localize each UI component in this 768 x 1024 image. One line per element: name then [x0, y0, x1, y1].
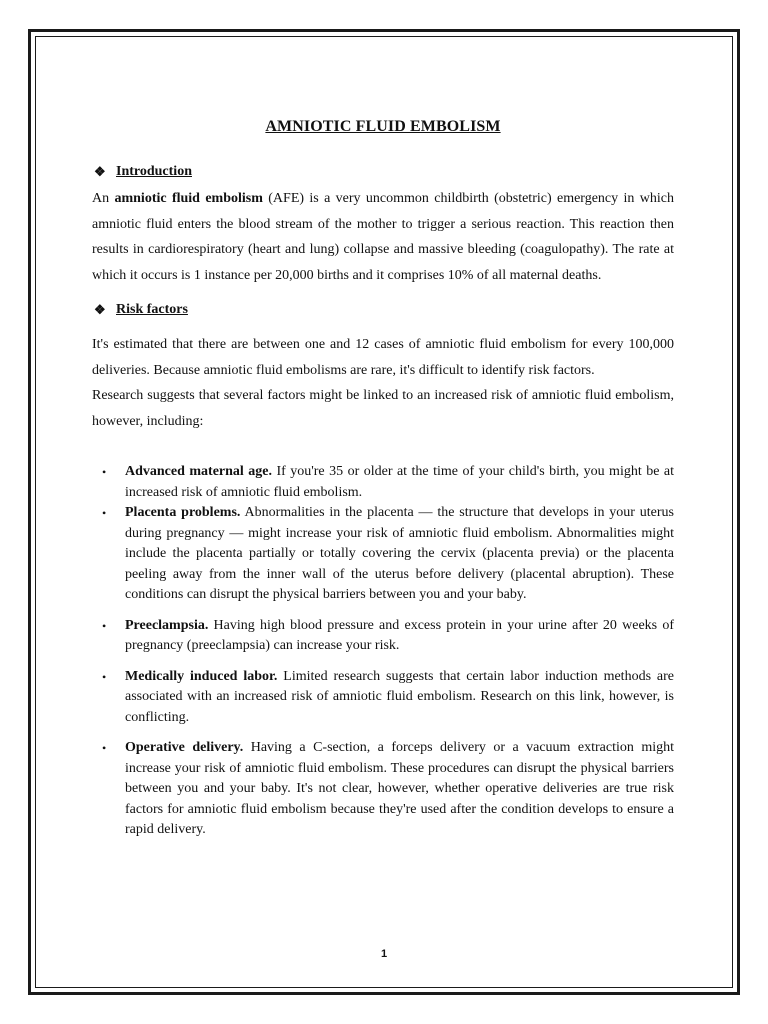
list-item-text: Abnormalities in the placenta — the structure that develops in your uterus during pregnancy — might increase your risk of amniotic fluid embolism. Abnormalities might include the placenta partially or totally covering the cervix (placenta previa) or the placenta peeling away from the inner wall of the uterus before delivery (placental abruption). These conditions can disrupt the physical barriers between you and your baby. — [125, 505, 674, 602]
page-number: 1 — [380, 948, 388, 960]
section-heading-risk-factors — [92, 302, 674, 318]
diamond-bullet-icon: ❖ — [94, 164, 106, 179]
risk-paragraph-2: Research suggests that several factors might be linked to an increased risk of amniotic fluid embolism, however, including: — [92, 388, 674, 429]
document-title: AMNIOTIC FLUID EMBOLISM — [265, 118, 501, 135]
section-heading-label: Introduction — [116, 164, 192, 179]
list-item-bold: Operative delivery. — [125, 740, 244, 755]
list-item-bold: Medically induced labor. — [125, 668, 278, 684]
list-item — [92, 616, 674, 657]
list-item-bold: Placenta problems. — [125, 505, 241, 520]
introduction-paragraph — [92, 186, 674, 288]
intro-text: (AFE) is a very uncommon childbirth (obstetric) emergency in which amniotic fluid enters the blood stream of the mother to trigger a serious reaction. This reaction then results in cardiorespiratory (heart and lung) collapse and massive bleeding (coagulopathy). The rate at which it occurs is 1 instance per 20,000 births and it comprises 10% of all maternal deaths. — [92, 191, 674, 283]
bullet-icon: • — [102, 465, 107, 479]
list-item-text: Having high blood pressure and excess protein in your urine after 20 weeks of pregnancy (preeclampsia) can increase your risk. — [125, 617, 674, 653]
risk-factor-list — [92, 462, 674, 841]
list-item — [92, 462, 674, 503]
list-item — [92, 503, 674, 606]
list-item-bold: Preeclampsia. — [125, 617, 209, 633]
list-item-text: Limited research suggests that certain labor induction methods are associated with an increased risk of amniotic fluid embolism. Research on this link, however, is conflicting. — [125, 668, 674, 725]
intro-bold-term: amniotic fluid embolism — [114, 191, 263, 206]
intro-prefix: An — [92, 191, 115, 206]
bullet-icon: • — [102, 741, 107, 755]
diamond-bullet-icon: ❖ — [94, 302, 106, 317]
list-item-text: Having a C-section, a forceps delivery or a vacuum extraction might increase your risk of amniotic fluid embolism. These procedures can disrupt the physical barriers between you and your baby. It's not clear, however, whether operative deliveries are true risk factors for amniotic fluid embolism because they're used after the condition develops to ensure a rapid delivery. — [125, 740, 674, 837]
document-page — [92, 118, 674, 841]
bullet-icon: • — [102, 506, 107, 520]
list-item-text: If you're 35 or older at the time of your child's birth, you might be at increased risk of amniotic fluid embolism. — [125, 464, 674, 500]
section-heading-introduction — [92, 164, 674, 180]
bullet-icon: • — [102, 669, 107, 684]
list-item — [92, 667, 674, 729]
list-item — [92, 738, 674, 841]
section-heading-label: Risk factors — [116, 302, 188, 317]
bullet-icon: • — [102, 618, 107, 633]
risk-paragraph-1: It's estimated that there are between one and 12 cases of amniotic fluid embolism for every 100,000 deliveries. Because amniotic fluid embolisms are rare, it's difficult to identify risk factors. — [92, 337, 674, 378]
list-item-bold: Advanced maternal age. — [125, 464, 272, 479]
